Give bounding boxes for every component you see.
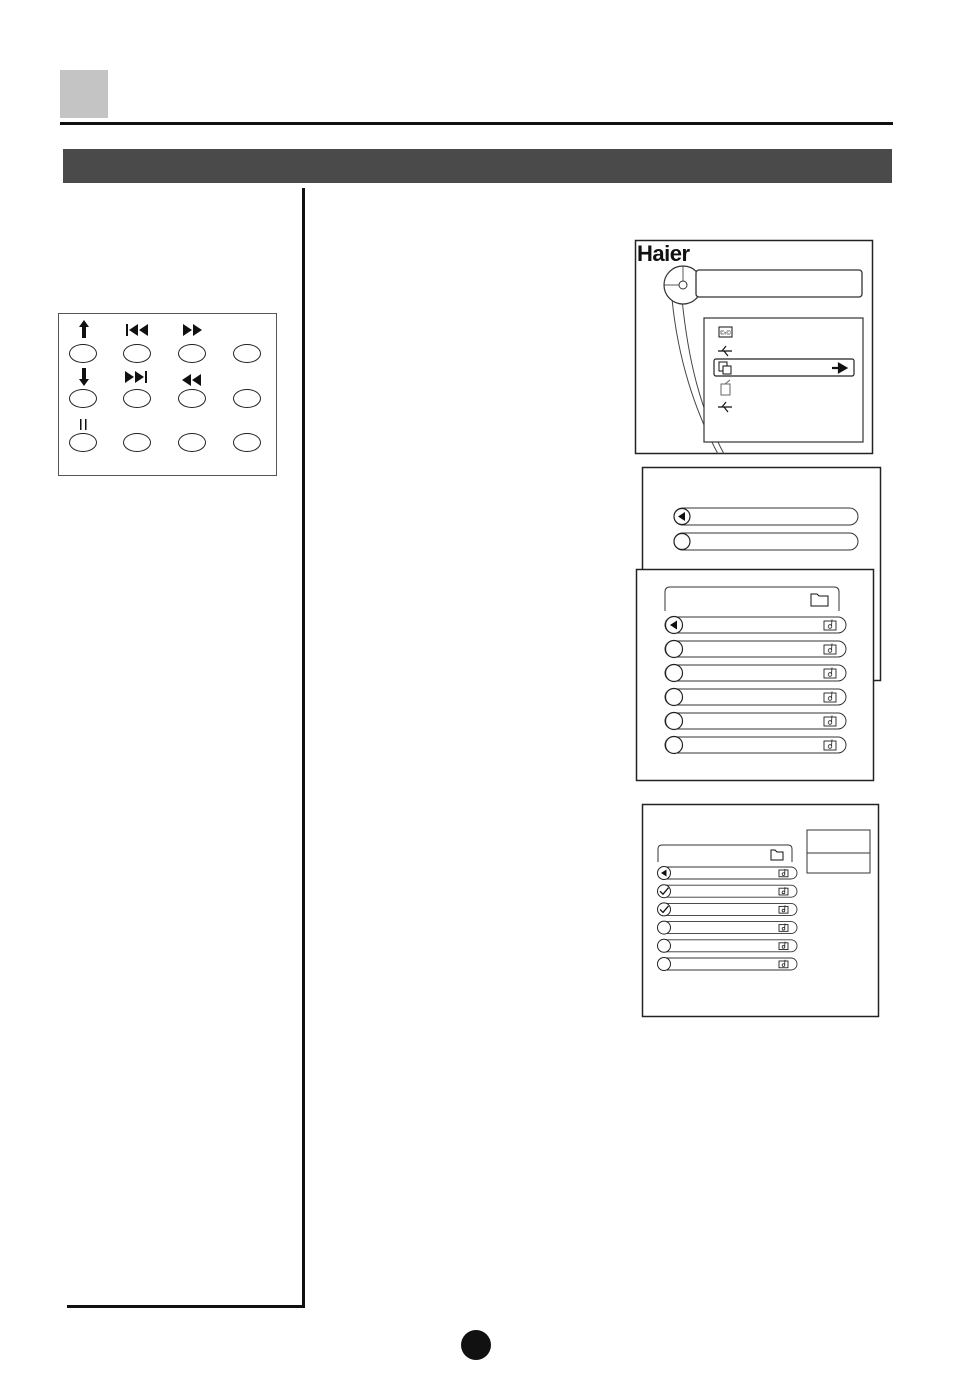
down-key[interactable] xyxy=(69,389,97,408)
section-title-bar xyxy=(63,149,892,183)
music-file-icon xyxy=(824,716,836,727)
music-file-icon xyxy=(779,923,788,931)
svg-text:©‹©: ©‹© xyxy=(720,331,731,337)
fast-forward-icon xyxy=(182,324,204,336)
music-file-icon xyxy=(824,692,836,703)
menu-item-copy[interactable] xyxy=(714,359,854,376)
file-row[interactable] xyxy=(665,665,846,682)
folder-path-bar xyxy=(658,845,792,862)
header-rule xyxy=(60,122,893,125)
main-menu-screen xyxy=(634,239,876,457)
file-row[interactable] xyxy=(658,867,798,880)
pause-icon xyxy=(79,419,89,431)
music-file-icon xyxy=(779,887,788,895)
folder-icon xyxy=(811,594,828,606)
blank-key[interactable] xyxy=(233,433,261,452)
blank-key[interactable] xyxy=(233,389,261,408)
next-key[interactable] xyxy=(123,389,151,408)
blank-key[interactable] xyxy=(233,344,261,363)
remote-keypad xyxy=(58,313,277,476)
rewind-icon xyxy=(181,374,203,386)
previous-icon xyxy=(125,324,151,336)
file-row[interactable] xyxy=(665,641,846,658)
blank-key[interactable] xyxy=(178,433,206,452)
page-number-dot xyxy=(461,1330,491,1360)
column-bottom-rule xyxy=(67,1305,305,1308)
source-option[interactable] xyxy=(674,508,858,525)
file-row[interactable] xyxy=(665,737,846,754)
music-file-icon xyxy=(824,620,836,631)
previous-key[interactable] xyxy=(123,344,151,363)
music-file-icon xyxy=(779,942,788,950)
file-row[interactable] xyxy=(658,939,798,952)
rewind-key[interactable] xyxy=(178,389,206,408)
source-option[interactable] xyxy=(674,533,858,550)
folder-icon xyxy=(771,850,783,860)
music-file-icon xyxy=(779,905,788,913)
file-row[interactable] xyxy=(665,689,846,706)
file-row[interactable] xyxy=(665,713,846,730)
file-list-screen xyxy=(635,568,876,784)
side-menu xyxy=(807,830,870,873)
music-file-icon xyxy=(779,869,788,877)
file-row[interactable] xyxy=(658,903,798,916)
fast-forward-key[interactable] xyxy=(178,344,206,363)
folder-path-bar xyxy=(665,587,839,611)
file-row[interactable] xyxy=(658,885,798,898)
pause-key[interactable] xyxy=(69,433,97,452)
down-arrow-icon xyxy=(77,368,91,386)
music-file-icon xyxy=(824,668,836,679)
music-file-icon xyxy=(824,644,836,655)
file-row[interactable] xyxy=(658,921,798,934)
chapter-box xyxy=(60,70,108,118)
column-divider xyxy=(302,188,305,1308)
blank-key[interactable] xyxy=(123,433,151,452)
title-field xyxy=(696,270,862,297)
music-file-icon xyxy=(779,960,788,968)
music-file-icon xyxy=(824,740,836,751)
haier-logo: Haier xyxy=(637,241,690,266)
up-key[interactable] xyxy=(69,344,97,363)
file-row[interactable] xyxy=(665,617,846,634)
up-arrow-icon xyxy=(77,320,91,338)
file-row[interactable] xyxy=(658,958,798,971)
file-select-screen xyxy=(641,803,881,1020)
next-icon xyxy=(124,371,150,383)
